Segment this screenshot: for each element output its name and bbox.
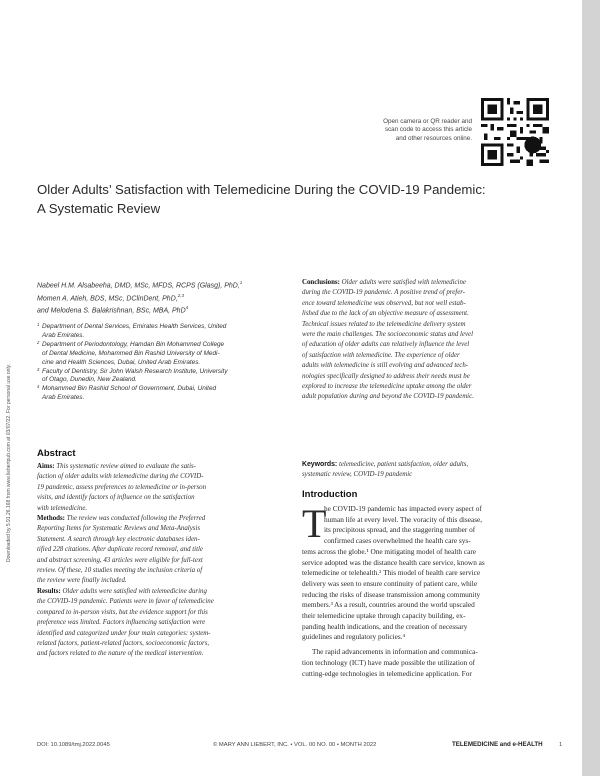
abstract-line — [37, 514, 289, 524]
affiliation — [37, 341, 287, 368]
abstract-line: faction of older adults with telemedicine during the COVID- — [37, 473, 204, 481]
affiliation — [37, 368, 287, 386]
intro-line: guidelines and regulatory policies.⁴ — [302, 632, 406, 642]
author-affil-sup: 1 — [239, 280, 243, 285]
affiliation-line: Faculty of Dentistry, Sir John Walsh Research Institute, University — [42, 367, 228, 375]
affiliation-line: Mohammed Bin Rashid School of Government, Dubai, United — [42, 385, 217, 393]
abstract-line: the COVID-19 pandemic. Patients were in favor of telemedicine — [37, 598, 214, 606]
abstract-line: during the COVID-19 pandemic. A positive trend of prefer- — [302, 289, 466, 297]
affiliation-line: of Otago, Dunedin, New Zealand. — [42, 376, 137, 384]
abstract-line: of education of older adults can relatively influence the level — [302, 341, 470, 349]
abstract-line: Technical issues related to the telemedicine delivery system — [302, 320, 466, 328]
abstract-body — [37, 462, 289, 660]
journal-name: TELEMEDICINE and e-HEALTH — [452, 741, 543, 748]
author-line — [37, 278, 242, 291]
abstract-line: were the main challenges. The socioeconomic status and level — [302, 331, 474, 339]
intro-line: telemedicine or telehealth.² This model of health care service — [302, 568, 481, 578]
title-line: A Systematic Review — [37, 201, 161, 216]
intro-line: their telemedicine uptake through capacity building, ex- — [302, 611, 466, 621]
keywords-line — [302, 460, 558, 470]
qr-text-line: and other resources online. — [395, 134, 472, 142]
intro-line: delivery was seen to ensure continuity of patient care, while — [302, 578, 478, 588]
affiliation-line: Arab Emirates. — [42, 394, 85, 402]
intro-line: The rapid advancements in information and communica- — [312, 647, 478, 657]
abstract-line: Reporting Items for Systematic Reviews and Meta-Analysis — [37, 525, 201, 533]
title-line: Older Adults’ Satisfaction with Telemedicine During the COVID-19 Pandemic: — [37, 182, 486, 197]
abstract-line — [302, 278, 558, 288]
affiliation-line: cine and Health Sciences, Dubai, United Arab Emirates. — [42, 358, 201, 366]
author-affil-sup: 2,3 — [177, 292, 184, 298]
download-note-text: Downloaded by 5.91.26.168 from www.liebertpub.com at 03/07/22. For personal use only. — [6, 363, 12, 562]
qr-code-icon[interactable] — [480, 98, 550, 166]
intro-line: human life at every level. The voracity of this disease, — [324, 514, 483, 524]
abstract-line: identified and categorized under four main categories: system- — [37, 629, 211, 637]
article-title — [37, 180, 557, 218]
abstract-line: Statement. A search through key electronic databases iden- — [37, 535, 200, 543]
abstract-line: compared to in-person visits, but the evidence support for this — [37, 608, 208, 616]
affiliation-line: Arab Emirates. — [42, 331, 85, 339]
keywords — [302, 460, 558, 481]
author-line — [37, 303, 242, 316]
page-number: 1 — [559, 742, 563, 748]
results-label: Results: — [37, 587, 61, 595]
conclusions-text: Older adults were satisfied with telemedicine — [339, 279, 466, 286]
methods-label: Methods: — [37, 515, 65, 523]
keywords-label: Keywords: — [302, 461, 338, 468]
affiliation-line: Department of Periodontology, Hamdan Bin Mohammed College — [42, 340, 225, 348]
abstract-line: with telemedicine. — [37, 504, 88, 512]
abstract-line: of satisfaction with telemedicine. The experience of older — [302, 351, 460, 359]
intro-line: service adopted was the distance health care service, known as — [302, 557, 485, 567]
aims-text: This systematic review aimed to evaluate the satis- — [54, 463, 196, 470]
conclusions-label: Conclusions: — [302, 279, 340, 286]
intro-line: cutting-edge technologies in telemedicine application. For — [302, 668, 472, 678]
author-line — [37, 291, 242, 304]
affiliation-line: of Dental Medicine, Mohammed Bin Rashid University of Medi- — [42, 349, 220, 357]
abstract-line: review. Of these, 10 studies meeting the inclusion criteria of — [37, 567, 203, 575]
author-name: and Melodena S. Balakrishnan, BSc, MBA, PhD — [37, 307, 186, 315]
introduction-body — [302, 501, 558, 679]
keywords-text: telemedicine, patient satisfaction, older adults, — [337, 461, 469, 468]
affiliation — [37, 385, 287, 403]
intro-line: confirmed cases overwhelmed the health care sys- — [324, 536, 471, 546]
affiliation — [37, 323, 287, 341]
abstract-line: explored to increase the telemedicine uptake among the older — [302, 383, 472, 391]
page-edge-strip — [582, 0, 600, 776]
abstract-line: lished due to the lack of an objective measure of assessment. — [302, 310, 469, 318]
affiliations — [37, 323, 287, 403]
drop-cap: T — [302, 501, 327, 546]
abstract-line: visits, and identify factors of influence on the satisfaction — [37, 494, 195, 502]
affiliation-sup: 1 — [37, 322, 40, 327]
page-footer — [37, 742, 567, 754]
abstract-line: preference was limited. Factors influencing satisfaction were — [37, 619, 206, 627]
abstract-line: adults with telemedicine is still evolving and advanced tech- — [302, 362, 469, 370]
abstract-conclusions — [302, 278, 558, 403]
abstract-line — [37, 462, 289, 472]
intro-line: members.³ As a result, countries around the world upscaled — [302, 600, 475, 610]
author-name: Momen A. Atieh, BDS, MSc, DClinDent, PhD, — [37, 295, 178, 303]
introduction-heading: Introduction — [302, 489, 358, 500]
intro-line: reducing the risks of disease transmission among community — [302, 589, 481, 599]
qr-text-line: scan code to access this article — [384, 126, 472, 134]
keywords-line: systematic review, COVID-19 pandemic — [302, 471, 413, 479]
abstract-line: related factors, patient-related factors, socioeconomic factors, — [37, 639, 210, 647]
abstract-heading: Abstract — [37, 448, 76, 459]
aims-label: Aims: — [37, 463, 55, 470]
abstract-line: the review were finally included. — [37, 577, 127, 585]
download-note — [6, 262, 14, 562]
author-name: Nabeel H.M. Alsabeeha, DMD, MSc, MFDS, RCPS (Glasg), PhD, — [37, 282, 240, 290]
publisher-info: © MARY ANN LIEBERT, INC. • VOL. 00 NO. 00 • MONTH 2022 — [213, 742, 377, 748]
intro-line: tion technology (ICT) have made possible the utilization of — [302, 657, 476, 667]
abstract-line: adult population during and beyond the COVID-19 pandemic. — [302, 393, 474, 401]
results-text: Older adults were satisfied with telemedicine during — [60, 587, 207, 595]
qr-text-line: Open camera or QR reader and — [383, 118, 472, 125]
abstract-line: nologies specifically designed to address their needs must be — [302, 372, 470, 380]
abstract-line: ence toward telemedicine was observed, but not well estab- — [302, 299, 466, 307]
intro-line: he COVID-19 pandemic has impacted every aspect of — [324, 504, 482, 513]
abstract-line: and abstract screening, 43 articles were eligible for full-text — [37, 556, 203, 564]
affiliation-line: Department of Dental Services, Emirates Health Services, United — [42, 323, 227, 330]
author-list — [37, 278, 242, 316]
affiliation-sup: 4 — [37, 384, 40, 390]
intro-line: tems across the globe.¹ One mitigating model of health care — [302, 546, 477, 556]
doi-link[interactable]: DOI: 10.1089/tmj.2022.0045 — [37, 742, 110, 748]
abstract-line: and factors related to the nature of the medical intervention. — [37, 650, 204, 658]
abstract-line: 19 pandemic, assess preferences to telemedicine or in-person — [37, 483, 207, 491]
qr-instructions — [332, 118, 472, 143]
methods-text: The review was conducted following the Preferred — [64, 515, 206, 523]
abstract-line — [37, 587, 289, 597]
abstract-line: tified 228 citations. After duplicate record removal, and title — [37, 546, 203, 554]
affiliation-sup: 3 — [37, 366, 40, 372]
intro-line: its precipitous spread, and the staggering number of — [324, 525, 476, 535]
affiliation-sup: 2 — [37, 339, 40, 345]
author-affil-sup: 4 — [185, 305, 189, 311]
intro-line: panding health indications, and the creation of necessary — [302, 621, 468, 631]
